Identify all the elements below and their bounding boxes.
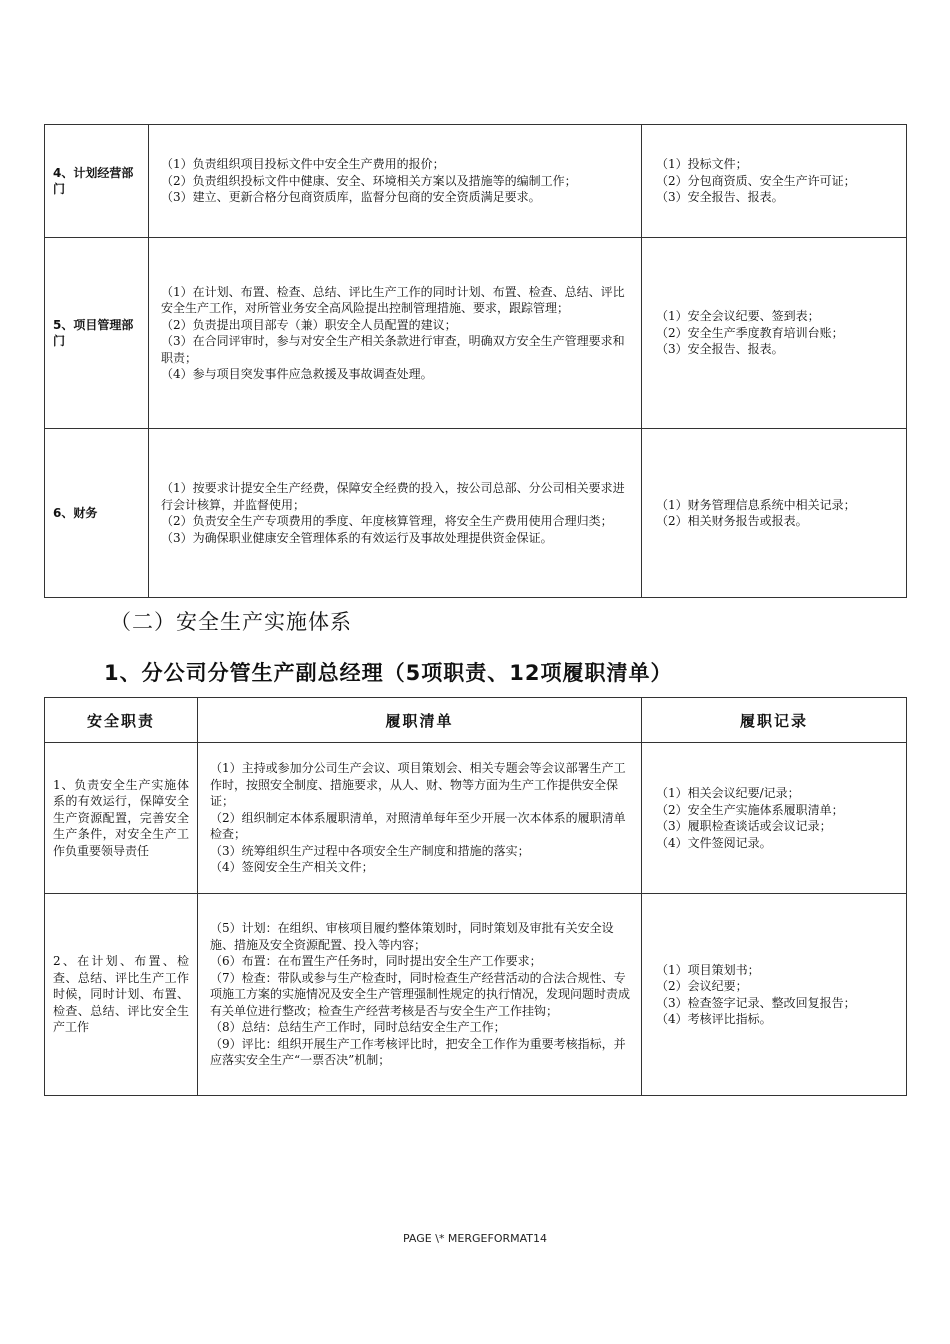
list-item: （1）相关会议纪要/记录； xyxy=(656,786,800,800)
list-item: （3）在合同评审时，参与对安全生产相关条款进行审查，明确双方安全生产管理要求和职责； xyxy=(161,334,625,365)
list-item: （7）检查：带队或参与生产检查时，同时检查生产经营活动的合法合规性、专项施工方案的实施情况及安全生产管理强制性规定的执行情况，发现问题时责成有关单位进行整改；检查生产经营考核是否与安全生产工作挂钩； xyxy=(210,970,631,1018)
list-item: （5）计划：在组织、审核项目履约整体策划时，同时策划及审批有关安全设施、措施及安全资源配置、投入等内容； xyxy=(210,921,614,952)
list-item: （1）项目策划书； xyxy=(656,962,760,977)
list-item: （2）安全生产实施体系履职清单； xyxy=(656,802,844,817)
list-item: （3）建立、更新合格分包商资质库，监督分包商的安全资质满足要求。 xyxy=(161,190,541,205)
list-item: （3）为确保职业健康安全管理体系的有效运行及事故处理提供资金保证。 xyxy=(161,530,553,545)
record-list xyxy=(642,238,907,429)
list-item: （9）评比：组织开展生产工作考核评比时，把安全工作作为重要考核指标，并应落实安全生产“一票否决”机制； xyxy=(210,1036,626,1068)
table-row xyxy=(45,125,907,238)
record-list xyxy=(642,743,907,894)
list-item: （6）布置：在布置生产任务时，同时提出安全生产工作要求； xyxy=(210,954,542,969)
list-item: （3）统筹组织生产过程中各项安全生产制度和措施的落实； xyxy=(210,843,530,858)
record-list xyxy=(642,894,907,1096)
list-item: （3）安全报告、报表。 xyxy=(656,190,784,205)
list-item: （1）财务管理信息系统中相关记录； xyxy=(656,497,856,512)
record-list xyxy=(642,429,907,598)
department-name: 5、项目管理部门 xyxy=(45,238,149,429)
list-item: （2）组织制定本体系履职清单，对照清单每年至少开展一次本体系的履职清单检查； xyxy=(210,810,626,842)
record-list xyxy=(642,125,907,238)
duty-list xyxy=(149,429,642,598)
table-row xyxy=(45,238,907,429)
list-item: （3）安全报告、报表。 xyxy=(656,342,784,357)
list-item: （2）负责提出项目部专（兼）职安全人员配置的建议； xyxy=(161,317,457,332)
list-item: （2）相关财务报告或报表。 xyxy=(656,514,808,528)
duty-list xyxy=(149,238,642,429)
department-name: 6、财务 xyxy=(45,429,149,598)
list-item: （3）履职检查谈话或会议记录； xyxy=(656,819,832,833)
table-header-row xyxy=(45,698,907,743)
duty-description: 2、在计划、布置、检查、总结、评比生产工作时候，同时计划、布置、检查、总结、评比安全生产工作 xyxy=(45,894,198,1096)
column-header: 履职记录 xyxy=(642,698,907,743)
responsibility-table-vice-manager xyxy=(44,697,907,1096)
list-item: （4）参与项目突发事件应急救援及事故调查处理。 xyxy=(161,367,433,381)
table-row xyxy=(45,743,907,894)
table-row xyxy=(45,894,907,1096)
list-item: （1）投标文件； xyxy=(656,157,748,172)
list-item: （1）主持或参加分公司生产会议、项目策划会、相关专题会等会议部署生产工作时，按照安全制度、措施要求，从人、财、物等方面为生产工作提供安全保证； xyxy=(210,761,626,809)
list-item: （2）分包商资质、安全生产许可证； xyxy=(656,173,856,188)
list-item: （1）在计划、布置、检查、总结、评比生产工作的同时计划、布置、检查、总结、评比安全生产工作，对所管业务安全高风险提出控制管理措施、要求，跟踪管理； xyxy=(161,284,625,315)
duty-description: 1、负责安全生产实施体系的有效运行，保障安全生产资源配置，完善安全生产条件，对安全生产工作负重要领导责任 xyxy=(45,743,198,894)
column-header: 安全职责 xyxy=(45,698,198,743)
list-item: （4）文件签阅记录。 xyxy=(656,835,772,850)
list-item: （3）检查签字记录、整改回复报告； xyxy=(656,995,856,1010)
list-item: （1）负责组织项目投标文件中安全生产费用的报价； xyxy=(161,157,445,172)
list-item: （1）按要求计提安全生产经费，保障安全经费的投入，按公司总部、分公司相关要求进行会计核算，并监督使用； xyxy=(161,481,625,512)
list-item: （4）考核评比指标。 xyxy=(656,1012,772,1026)
page-footer: PAGE \* MERGEFORMAT14 xyxy=(403,1232,547,1245)
section-title: （二）安全生产实施体系 xyxy=(110,610,352,634)
responsibility-table-departments xyxy=(44,124,907,598)
list-item: （2）负责组织投标文件中健康、安全、环境相关方案以及措施等的编制工作； xyxy=(161,173,577,188)
list-item: （8）总结：总结生产工作时，同时总结安全生产工作； xyxy=(210,1020,506,1035)
department-name: 4、计划经营部门 xyxy=(45,125,149,238)
duty-list xyxy=(198,743,642,894)
duty-list xyxy=(149,125,642,238)
list-item: （4）签阅安全生产相关文件； xyxy=(210,860,374,875)
list-item: （2）负责安全生产专项费用的季度、年度核算管理，将安全生产费用使用合理归类； xyxy=(161,514,613,528)
list-item: （2）会议纪要； xyxy=(656,979,748,993)
list-item: （2）安全生产季度教育培训台账； xyxy=(656,325,844,340)
table-row xyxy=(45,429,907,598)
column-header: 履职清单 xyxy=(198,698,642,743)
list-item: （1）安全会议纪要、签到表； xyxy=(656,309,820,324)
duty-list xyxy=(198,894,642,1096)
sub-title: 1、分公司分管生产副总经理（5项职责、12项履职清单） xyxy=(104,661,673,685)
